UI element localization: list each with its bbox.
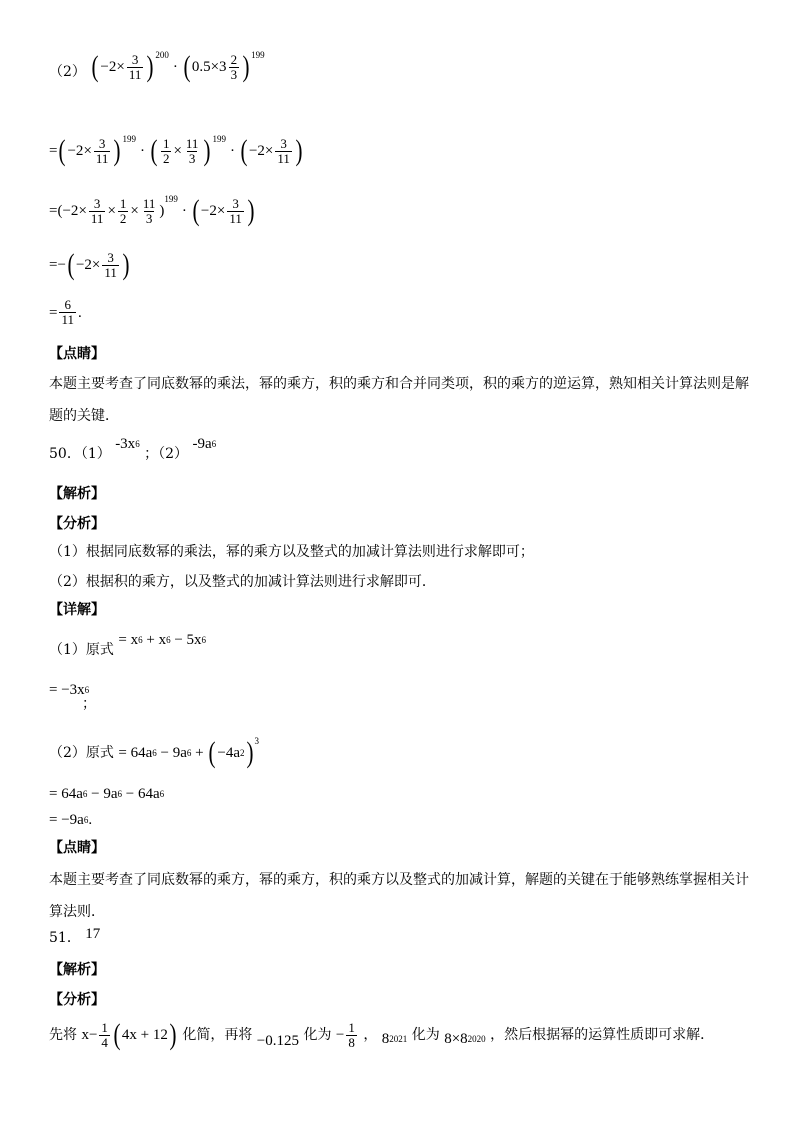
analysis-line-2: （2）根据积的乘方，以及整式的加减计算法则进行求解即可． <box>49 574 436 590</box>
heading-fenxi-1: 【分析】 <box>49 516 105 532</box>
math-expr-2: = ( −2 × $\frac{3}{11}$ ) 199 · ( $\frac{1}{2}$ × $\frac{11}{3}$ ) 199 · ( −2 × $\frac{3}{11}$ ) <box>49 134 303 167</box>
math-expr-4: = − ( −2 × $\frac{3}{11}$ ) <box>49 248 130 281</box>
expr-line-1 <box>49 52 265 82</box>
section-label: （2） <box>49 64 86 80</box>
analysis-line-1: （1）根据同底数幂的乘法，幂的乘方以及整式的加减计算法则进行求解即可； <box>49 544 534 560</box>
expr-line-5 <box>49 298 82 327</box>
heading-dianjing-2: 【点睛】 <box>49 840 105 856</box>
expr-line-4 <box>49 250 131 280</box>
detail-1-line-1: （1）原式 = x 6 + x 6 − 5x 6 <box>49 632 207 658</box>
math-expr-1: ( −2 × $\frac{3}{11}$ ) 200 · ( 0.5×3 $\frac{2}{3}$ ) 199 <box>91 50 265 83</box>
detail-2-line-2: = 64a 6 − 9a 6 − 64a 6 <box>49 786 165 802</box>
heading-jiexi-1: 【解析】 <box>49 486 105 502</box>
heading-dianjing-1: 【点睛】 <box>49 346 105 362</box>
analysis-51: 先将 x − $\frac{1}{4}$ ( 4x + 12 ) 化简，再将 −0.125 化为 − $\frac{1}{8}$ ， 8 2021 化为 8×8 2020 ，然后根据幂的运算性质即可求解． <box>49 1018 715 1051</box>
detail-2-line-3: = −9a 6 . <box>49 812 93 828</box>
question-50: 50．（1） -3x 6 ；（2） -9a 6 <box>49 436 217 462</box>
expr-line-2 <box>49 136 304 166</box>
heading-jiexi-2: 【解析】 <box>49 962 105 978</box>
detail-1-semicolon: ； <box>82 696 96 712</box>
heading-xiangjie: 【详解】 <box>49 602 105 618</box>
math-expr-3: = ( −2 × $\frac{3}{11}$ × $\frac{1}{2}$ × $\frac{11}{3}$ ) 199 · ( −2 × $\frac{3}{11}$ ) <box>49 194 255 227</box>
question-51: 51． 17 <box>49 926 101 946</box>
math-expr-5: = $\frac{6}{11}$ . <box>49 297 82 327</box>
paragraph-summary-1: 本题主要考查了同底数幂的乘法，幂的乘方，积的乘方和合并同类项，积的乘方的逆运算，熟知相关计算法则是解题的关键． <box>49 376 749 424</box>
heading-fenxi-2: 【分析】 <box>49 992 105 1008</box>
paragraph-summary-2: 本题主要考查了同底数幂的乘方，幂的乘方，积的乘方以及整式的加减计算，解题的关键在于能够熟练掌握相关计算法则． <box>49 872 749 920</box>
detail-2-line-1: （2）原式 = 64a 6 − 9a 6 + ( −4a 2 ) 3 <box>49 736 259 769</box>
detail-1-line-2: = −3x 6 <box>49 682 90 698</box>
expr-line-3 <box>49 196 256 226</box>
